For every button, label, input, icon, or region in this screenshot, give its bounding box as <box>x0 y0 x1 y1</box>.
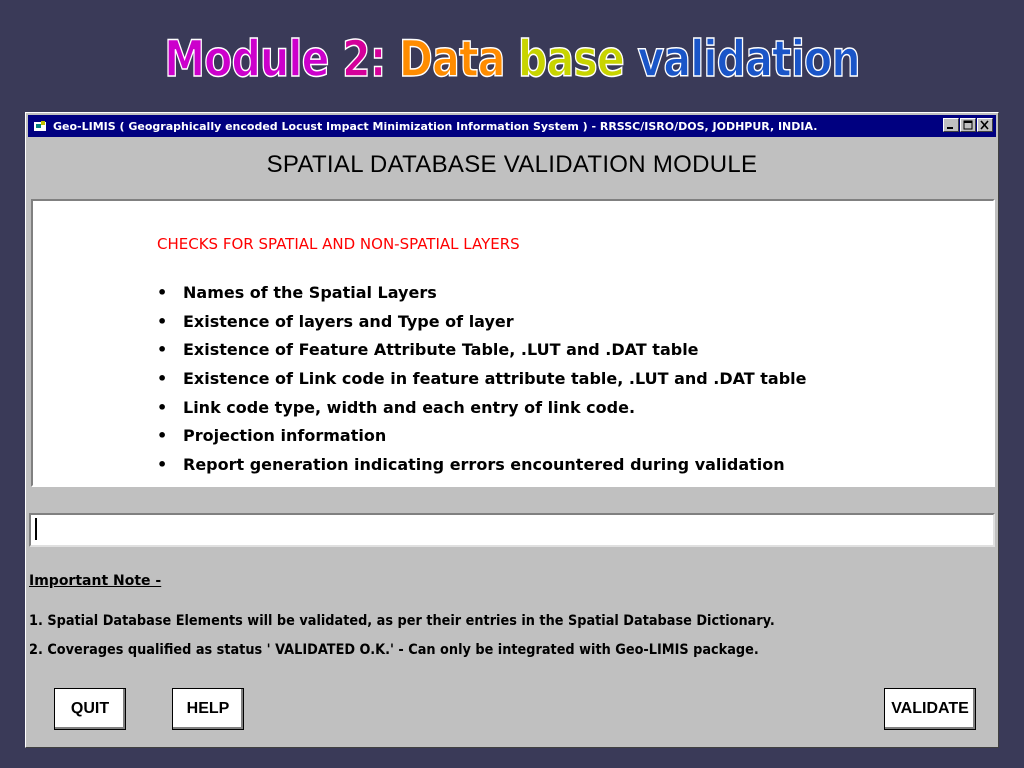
title-bar[interactable] <box>28 115 996 137</box>
list-item: • Names of the Spatial Layers <box>157 279 807 308</box>
title-word-validation: validation <box>637 30 860 88</box>
bullet-icon: • <box>157 397 168 417</box>
status-text-field[interactable] <box>29 513 995 547</box>
checks-list <box>157 279 807 480</box>
bullet-icon: • <box>157 340 168 360</box>
bullet-icon: • <box>157 369 168 389</box>
app-icon[interactable] <box>33 119 47 133</box>
close-icon[interactable] <box>977 118 993 132</box>
slide-title <box>92 22 932 96</box>
list-item: • Existence of Feature Attribute Table, .LUT and .DAT table <box>157 336 807 365</box>
app-window <box>25 112 999 748</box>
bullet-icon: • <box>157 311 168 331</box>
list-item: • Projection information <box>157 422 807 451</box>
text-cursor <box>35 518 37 540</box>
title-word-data: Data <box>398 30 505 88</box>
maximize-icon[interactable] <box>960 118 976 132</box>
help-button[interactable]: HELP <box>172 688 244 730</box>
window-title: Geo-LIMIS ( Geographically encoded Locust Impact Minimization Information System ) - RRSSC/ISRO/DOS, JODHPUR, INDIA. <box>53 119 818 133</box>
checks-heading: CHECKS FOR SPATIAL AND NON-SPATIAL LAYERS <box>157 235 520 253</box>
list-item: • Report generation indicating errors encountered during validation <box>157 451 807 480</box>
important-note-label: Important Note - <box>29 573 162 589</box>
note-line-1: 1. Spatial Database Elements will be validated, as per their entries in the Spatial Database Dictionary. <box>29 613 775 629</box>
note-line-2: 2. Coverages qualified as status ' VALIDATED O.K.' - Can only be integrated with Geo-LIMIS package. <box>29 642 759 658</box>
bullet-icon: • <box>157 455 168 475</box>
bullet-icon: • <box>157 426 168 446</box>
list-item: • Existence of layers and Type of layer <box>157 308 807 337</box>
title-word-2: 2: <box>342 30 386 88</box>
list-item: • Link code type, width and each entry of link code. <box>157 394 807 423</box>
title-word-module: Module <box>164 30 329 88</box>
window-controls <box>942 118 993 132</box>
validate-button[interactable]: VALIDATE <box>884 688 976 730</box>
module-heading: SPATIAL DATABASE VALIDATION MODULE <box>266 151 758 178</box>
quit-button[interactable]: QUIT <box>54 688 126 730</box>
title-word-base: base <box>518 30 624 88</box>
minimize-icon[interactable] <box>943 118 959 132</box>
checks-panel <box>31 199 995 487</box>
list-item: • Existence of Link code in feature attribute table, .LUT and .DAT table <box>157 365 807 394</box>
bullet-icon: • <box>157 283 168 302</box>
